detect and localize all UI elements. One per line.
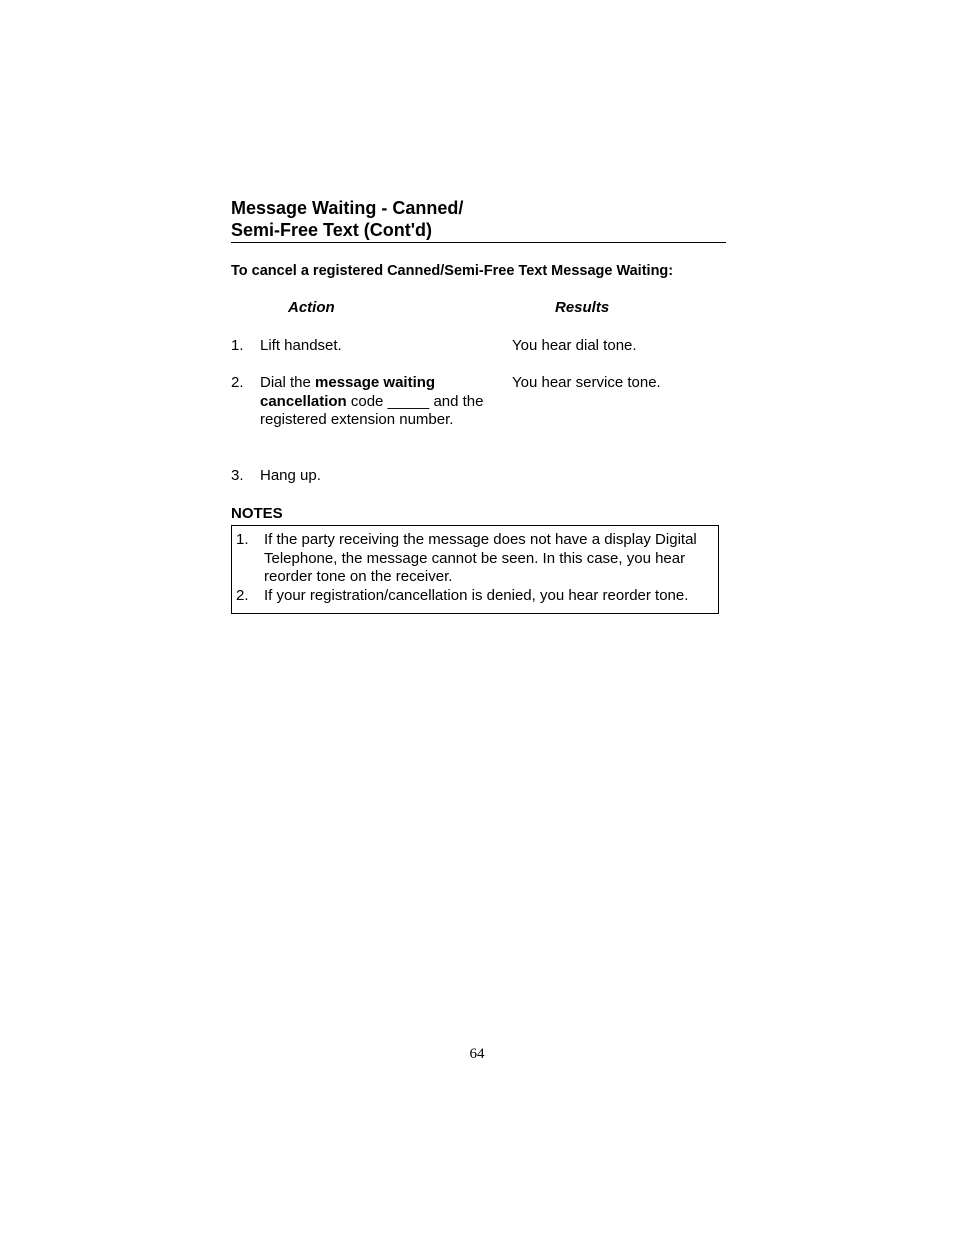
step-action-text: Dial the xyxy=(260,374,316,391)
step-action-text: code _____ and the registered extension number. xyxy=(260,392,484,429)
step-action xyxy=(260,374,490,430)
step-action: Hang up. xyxy=(260,467,321,484)
note-text: If your registration/cancellation is denied, you hear reorder tone. xyxy=(264,587,689,604)
note-number: 2. xyxy=(236,587,249,604)
section-title-line-2: Semi-Free Text (Cont'd) xyxy=(231,220,432,240)
step-action-emphasis: message waiting cancellation xyxy=(260,374,436,410)
section-title xyxy=(231,197,726,243)
page-number: 64 xyxy=(469,1046,485,1062)
notes-box xyxy=(231,525,719,614)
section-title-line-1: Message Waiting - Canned/ xyxy=(231,198,464,218)
step-action: Lift handset. xyxy=(260,337,342,354)
notes-heading: NOTES xyxy=(231,505,283,522)
step-number: 3. xyxy=(231,467,244,484)
results-column-header: Results xyxy=(555,299,610,316)
note-number: 1. xyxy=(236,531,249,548)
step-number: 1. xyxy=(231,337,244,354)
step-result: You hear dial tone. xyxy=(512,337,637,354)
procedure-heading: To cancel a registered Canned/Semi-Free Text Message Waiting: xyxy=(231,263,674,279)
action-column-header: Action xyxy=(288,299,335,316)
note-text: If the party receiving the message does not have a display Digital Telephone, the message cannot be seen. In this case, you hear reorder tone on the receiver. xyxy=(264,531,697,586)
step-result: You hear service tone. xyxy=(512,374,661,391)
step-number: 2. xyxy=(231,374,244,391)
